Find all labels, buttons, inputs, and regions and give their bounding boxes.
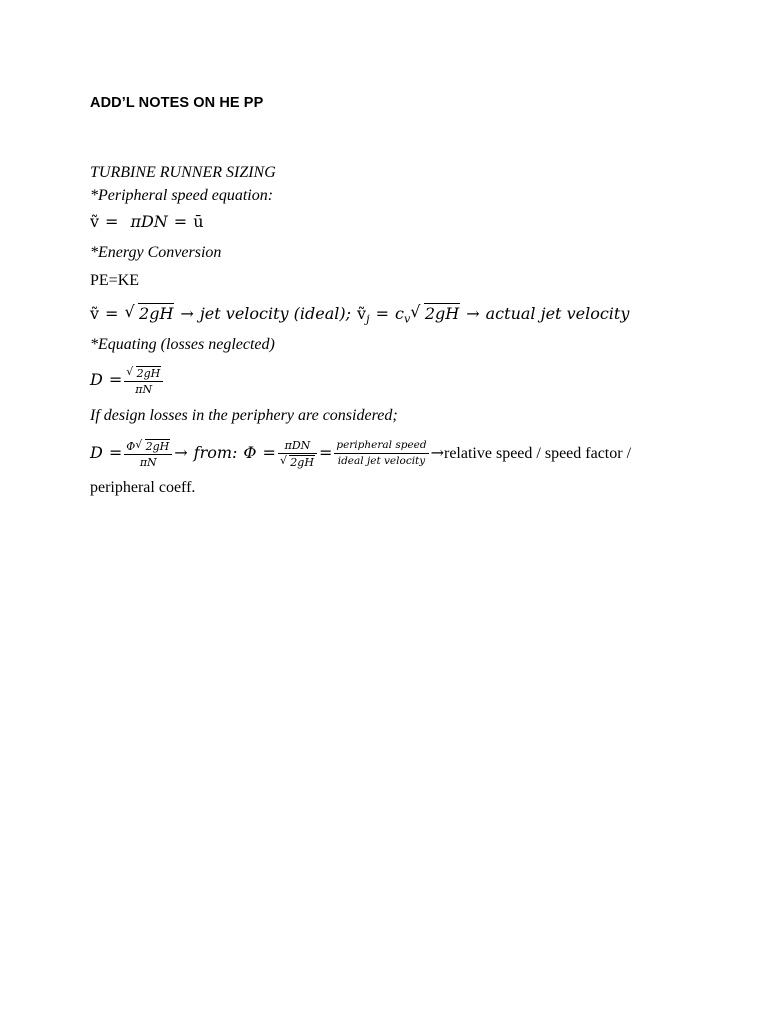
equals-sign: = (105, 212, 119, 231)
fraction (124, 439, 172, 469)
actual-velocity-text: actual jet velocity (485, 304, 630, 323)
equals-sign: = (375, 304, 389, 323)
fraction-denominator: πN (139, 455, 157, 469)
arrow-symbol: → (430, 443, 444, 462)
sqrt-expression (410, 303, 460, 324)
sqrt-expression (124, 303, 174, 324)
fraction-denominator: ideal jet velocity (337, 455, 426, 467)
peripheral-speed-equation (90, 212, 204, 232)
diameter-equation (90, 364, 165, 396)
pe-ke-line: PE=KE (90, 272, 140, 289)
continuation-text: peripheral coeff. (90, 479, 196, 496)
d-symbol: D (90, 370, 103, 389)
fraction-denominator (278, 454, 317, 469)
d-symbol: D (90, 443, 103, 462)
fraction-numerator: peripheral speed (334, 439, 428, 454)
fraction (278, 439, 317, 469)
cv-coefficient: c (394, 304, 404, 323)
arrow-symbol: → (174, 443, 188, 462)
arrow-symbol: → (180, 304, 194, 323)
fraction-numerator: πDN (278, 439, 317, 454)
equals-sign: = (105, 304, 119, 323)
jet-velocity-equation (90, 303, 629, 329)
pi-dn-term: πDN (130, 212, 168, 231)
radicand: 2gH (290, 455, 314, 469)
fraction (124, 366, 163, 396)
fraction-denominator: πN (135, 382, 153, 396)
radical-sign: √ (135, 437, 143, 451)
ideal-velocity-text: jet velocity (ideal); (199, 304, 352, 323)
equals-sign: = (108, 443, 123, 462)
radicand: 2gH (136, 366, 161, 380)
phi-symbol: Φ (243, 443, 257, 462)
radical-sign: √ (124, 301, 135, 321)
design-losses-label: If design losses in the periphery are considered; (90, 407, 398, 424)
radicand: 2gH (145, 439, 170, 453)
radical-sign: √ (126, 364, 134, 378)
sqrt-expression (280, 455, 315, 469)
fraction-numerator (124, 366, 163, 382)
fraction (334, 439, 428, 468)
equals-sign: = (262, 443, 276, 462)
radical-sign: √ (279, 453, 287, 467)
v-tilde-symbol: ṽ (90, 304, 100, 323)
phi-symbol: Φ (126, 439, 136, 453)
peripheral-speed-label: *Peripheral speed equation: (90, 187, 274, 204)
sqrt-expression (126, 366, 161, 380)
speed-factor-equation (90, 436, 631, 471)
subscript-v: v (403, 312, 411, 326)
relative-speed-text: relative speed / speed factor / (444, 445, 632, 462)
fraction-numerator (124, 439, 172, 455)
energy-conversion-label: *Energy Conversion (90, 244, 222, 261)
radicand: 2gH (139, 304, 174, 323)
sqrt-expression (135, 439, 170, 453)
equals-sign: = (108, 370, 123, 389)
equals-sign: = (318, 443, 333, 462)
radicand: 2gH (424, 304, 460, 323)
u-bar-symbol: ū (193, 212, 204, 231)
v-tilde-symbol: ṽ (357, 304, 367, 323)
section-title: TURBINE RUNNER SIZING (90, 164, 276, 181)
arrow-symbol: → (466, 304, 480, 323)
radical-sign: √ (410, 301, 421, 321)
equals-sign: = (173, 212, 188, 231)
from-text: from: (193, 443, 238, 462)
equating-label: *Equating (losses neglected) (90, 336, 275, 353)
subscript-j: j (366, 312, 370, 326)
document-heading: ADD’L NOTES ON HE PP (90, 95, 264, 111)
v-tilde-symbol: ṽ (90, 212, 100, 231)
